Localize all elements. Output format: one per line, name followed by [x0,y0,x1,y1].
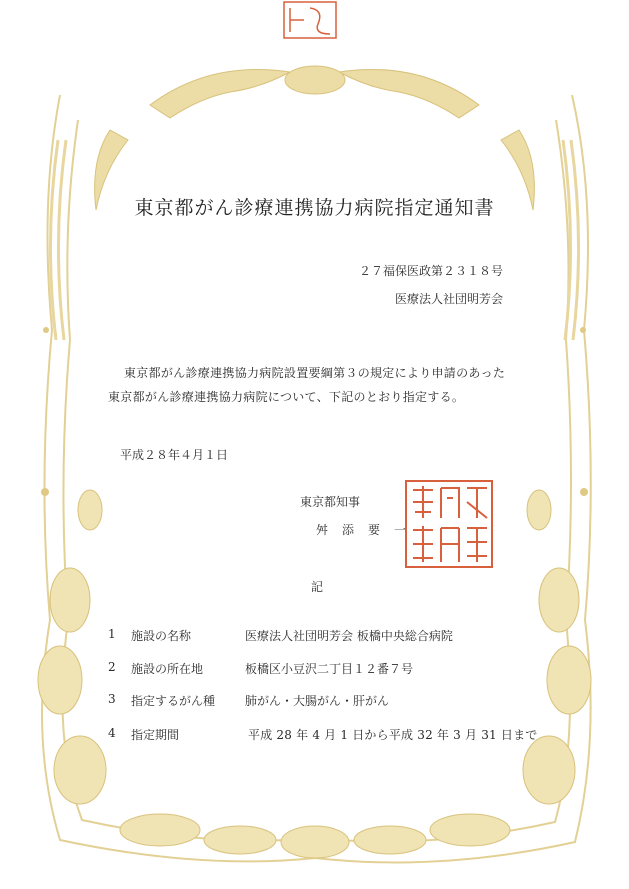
item-label: 施設の所在地 [131,662,204,676]
item-label: 指定するがん種 [131,694,216,708]
issuer-name: 舛添要一 [316,523,421,537]
item-label: 施設の名称 [131,629,192,643]
document-number: ２７福保医政第２３１８号 [358,264,503,278]
recipient-name: 医療法人社団明芳会 [394,292,503,306]
item-label: 指定期間 [131,728,180,742]
ki-label: 記 [311,580,324,594]
top-stamp-icon [280,0,340,42]
issue-date: 平成２８年４月１日 [120,448,229,462]
item-value: 医療法人社団明芳会 板橋中央総合病院 [245,629,453,643]
issuer-title: 東京都知事 [300,495,361,509]
body-text-line-2: 東京都がん診療連携協力病院について、下記のとおり指定する。 [108,390,465,404]
item-number: 2 [108,660,116,674]
item-value: 平成 28 年 4 月 1 日から平成 32 年 3 月 31 日まで [248,728,538,742]
item-number: 3 [108,692,116,706]
item-value: 板橋区小豆沢二丁目１２番７号 [245,662,414,676]
document-title: 東京都がん診療連携協力病院指定通知書 [134,197,495,219]
body-text-line-1: 東京都がん診療連携協力病院設置要綱第３の規定により申請のあった [124,366,506,380]
item-number: 4 [108,726,116,740]
official-seal-icon [403,478,495,570]
item-value: 肺がん・大腸がん・肝がん [245,694,390,708]
item-number: 1 [108,627,116,641]
